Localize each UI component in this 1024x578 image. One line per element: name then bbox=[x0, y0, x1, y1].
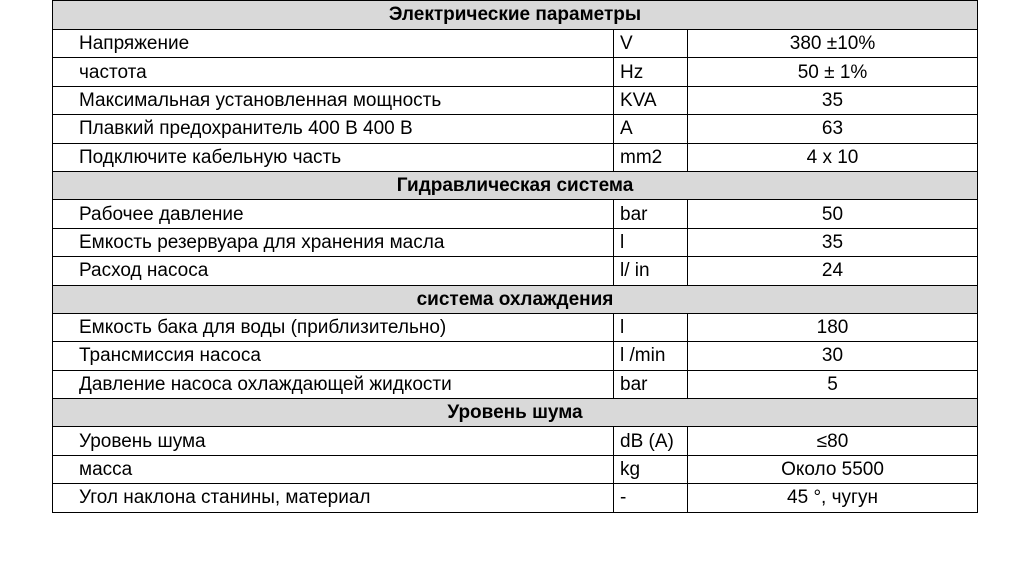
section-title: Электрические параметры bbox=[53, 1, 978, 30]
table-row bbox=[53, 342, 978, 370]
param-name: Плавкий предохранитель 400 В 400 В bbox=[53, 115, 614, 143]
param-name: Угол наклона станины, материал bbox=[53, 484, 614, 512]
spec-table bbox=[52, 0, 978, 513]
table-row bbox=[53, 228, 978, 256]
table-row bbox=[53, 115, 978, 143]
param-name: Подключите кабельную часть bbox=[53, 143, 614, 171]
section-header-noise bbox=[53, 399, 978, 427]
param-value: Около 5500 bbox=[688, 455, 978, 483]
table-row bbox=[53, 86, 978, 114]
section-header-cooling bbox=[53, 285, 978, 313]
param-value: 63 bbox=[688, 115, 978, 143]
param-value: 380 ±10% bbox=[688, 30, 978, 58]
section-title: Гидравлическая система bbox=[53, 171, 978, 199]
section-header-hydraulic bbox=[53, 171, 978, 199]
param-unit: bar bbox=[614, 370, 688, 398]
param-name: Трансмиссия насоса bbox=[53, 342, 614, 370]
param-name: Уровень шума bbox=[53, 427, 614, 455]
param-value: 5 bbox=[688, 370, 978, 398]
table-row bbox=[53, 257, 978, 285]
param-name: Рабочее давление bbox=[53, 200, 614, 228]
param-name: Давление насоса охлаждающей жидкости bbox=[53, 370, 614, 398]
param-unit: A bbox=[614, 115, 688, 143]
param-unit: l bbox=[614, 228, 688, 256]
param-unit: kg bbox=[614, 455, 688, 483]
section-title: система охлаждения bbox=[53, 285, 978, 313]
table-row bbox=[53, 484, 978, 512]
table-row bbox=[53, 200, 978, 228]
param-unit: bar bbox=[614, 200, 688, 228]
spec-table-body bbox=[53, 1, 978, 513]
param-value: 45 °, чугун bbox=[688, 484, 978, 512]
param-unit: l/ in bbox=[614, 257, 688, 285]
param-name: Емкость бака для воды (приблизительно) bbox=[53, 313, 614, 341]
param-name: Максимальная установленная мощность bbox=[53, 86, 614, 114]
param-unit: l /min bbox=[614, 342, 688, 370]
param-value: 24 bbox=[688, 257, 978, 285]
section-header-electrical bbox=[53, 1, 978, 30]
param-unit: l bbox=[614, 313, 688, 341]
table-row bbox=[53, 427, 978, 455]
table-row bbox=[53, 58, 978, 86]
table-row bbox=[53, 455, 978, 483]
param-value: 35 bbox=[688, 86, 978, 114]
param-name: Напряжение bbox=[53, 30, 614, 58]
table-row bbox=[53, 30, 978, 58]
param-unit: KVA bbox=[614, 86, 688, 114]
param-unit: V bbox=[614, 30, 688, 58]
param-unit: Hz bbox=[614, 58, 688, 86]
param-value: 30 bbox=[688, 342, 978, 370]
param-value: 50 bbox=[688, 200, 978, 228]
param-name: частота bbox=[53, 58, 614, 86]
param-unit: - bbox=[614, 484, 688, 512]
param-unit: mm2 bbox=[614, 143, 688, 171]
param-value: 180 bbox=[688, 313, 978, 341]
param-name: масса bbox=[53, 455, 614, 483]
param-value: 4 x 10 bbox=[688, 143, 978, 171]
table-row bbox=[53, 143, 978, 171]
param-value: 35 bbox=[688, 228, 978, 256]
section-title: Уровень шума bbox=[53, 399, 978, 427]
param-value: 50 ± 1% bbox=[688, 58, 978, 86]
param-value: ≤80 bbox=[688, 427, 978, 455]
table-row bbox=[53, 313, 978, 341]
param-unit: dB (A) bbox=[614, 427, 688, 455]
param-name: Емкость резервуара для хранения масла bbox=[53, 228, 614, 256]
param-name: Расход насоса bbox=[53, 257, 614, 285]
table-row bbox=[53, 370, 978, 398]
